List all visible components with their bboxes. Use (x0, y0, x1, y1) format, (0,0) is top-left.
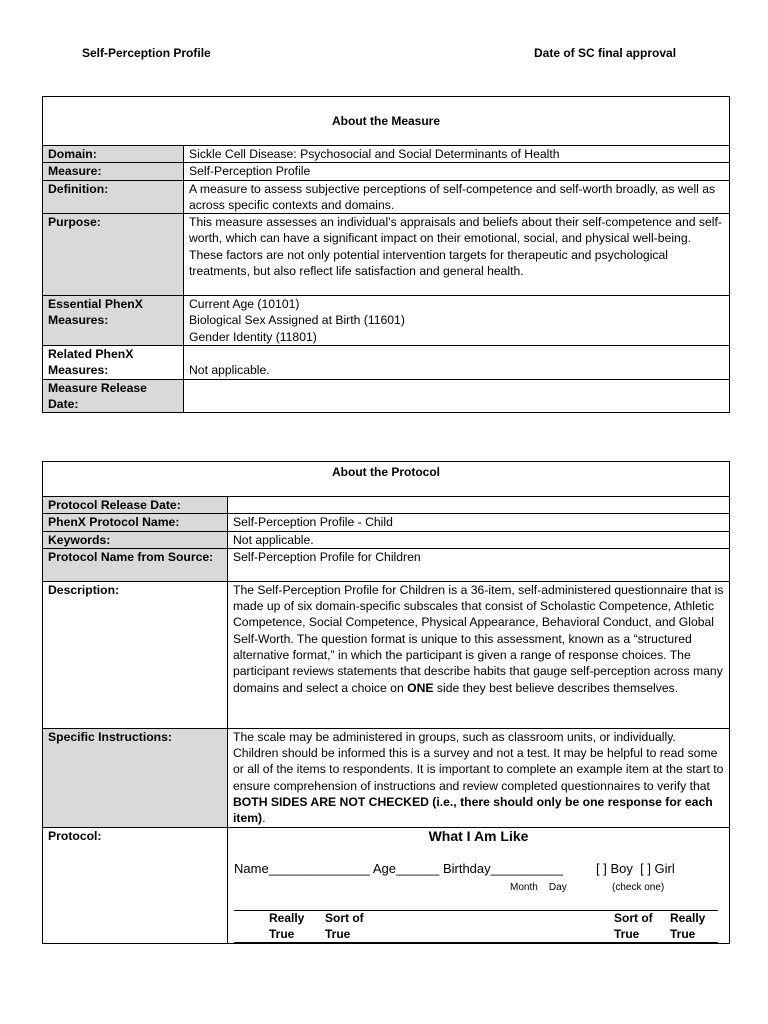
about-protocol-table (42, 461, 730, 944)
form-really-true-left: Really True (269, 910, 305, 941)
protocol-name-value: Self-Perception Profile - Child (228, 514, 730, 531)
form-sex-row (596, 861, 675, 877)
release-date-value (184, 379, 730, 413)
table-row (43, 163, 730, 180)
essential-measure-item: Gender Identity (11801) (189, 329, 317, 344)
form-birthday-label: Birthday (442, 860, 491, 876)
instructions-text: The scale may be administered in groups, such as classroom units, or individually. Children should be informed this is a survey and not a test. It may be helpful to read some or all of the items to respondents. It is important to complete an example item at the start to ensure comprehension of instructions and review completed questionnaires to verify that (233, 729, 724, 793)
form-name-row: Name______________ Age______ Birthday__________ (234, 860, 563, 876)
about-measure-table (42, 96, 730, 413)
protocol-release-date-value (228, 497, 730, 514)
form-title: What I Am Like (428, 827, 529, 844)
form-day-label: Day (548, 881, 567, 893)
form-check-one-hint: (check one) (612, 881, 665, 893)
protocol-form (228, 828, 729, 943)
purpose-label: Purpose: (43, 214, 184, 296)
description-label: Description: (43, 581, 228, 728)
protocol-form-cell (228, 827, 730, 943)
instructions-emphasis: BOTH SIDES ARE NOT CHECKED (i.e., there should only be one response for each item) (233, 795, 713, 826)
table-row (43, 548, 730, 581)
form-really-true-right: Really True (670, 910, 706, 941)
protocol-release-date-label: Protocol Release Date: (43, 497, 228, 514)
essential-measures-label: Essential PhenX Measures: (43, 296, 184, 346)
table-row (43, 346, 730, 380)
instructions-text-end: . (262, 811, 266, 826)
source-name-value: Self-Perception Profile for Children (228, 548, 730, 581)
description-emphasis: ONE (407, 680, 434, 695)
form-girl-checkbox: [ ] Girl (640, 860, 675, 876)
about-measure-title: About the Measure (43, 97, 730, 146)
form-date-hint (510, 880, 567, 896)
description-text: The Self-Perception Profile for Children is a 36-item, self-administered questionnaire that is made up of six domain-specific subscales that consist of Scholastic Competence, Athletic Competence, Social Competence, Physical Appearance, Behavioral Conduct, and Global Self-Worth. The question format is unique to this assessment, known as a “structured alternative format,” in which the participant is given a range of response choices. The participant reviews statements that describe habits that gauge self-perception across many domains and select a choice on (233, 582, 724, 695)
definition-label: Definition: (43, 180, 184, 214)
purpose-value: This measure assesses an individual’s appraisals and beliefs about their self-competence and self-worth, which can have a significant impact on their emotional, social, and physical well-being. These factors are not only potential intervention targets for therapeutic and psychological treatments, but also reflect life satisfaction and general health. (184, 214, 730, 296)
table-row (43, 827, 730, 943)
table-row (43, 180, 730, 214)
table-row (43, 296, 730, 346)
form-boy-checkbox: [ ] Boy (596, 860, 633, 876)
related-measures-label: Related PhenX Measures: (43, 346, 184, 380)
protocol-name-label: PhenX Protocol Name: (43, 514, 228, 531)
measure-label: Measure: (43, 163, 184, 180)
release-date-label: Measure Release Date: (43, 379, 184, 413)
keywords-value: Not applicable. (228, 531, 730, 548)
protocol-label: Protocol: (43, 827, 228, 943)
table-row (43, 581, 730, 728)
table-row (43, 379, 730, 413)
table-row (43, 146, 730, 163)
about-protocol-title: About the Protocol (43, 462, 730, 497)
table-row (43, 514, 730, 531)
table-row (43, 497, 730, 514)
form-month-label: Month (510, 881, 538, 893)
table-row (43, 728, 730, 827)
instructions-label: Specific Instructions: (43, 728, 228, 827)
related-measures-value: Not applicable. (184, 346, 730, 380)
form-name-label: Name (234, 860, 269, 876)
instructions-value (228, 728, 730, 827)
header-document-title: Self-Perception Profile (82, 46, 211, 60)
keywords-label: Keywords: (43, 531, 228, 548)
table-row (43, 214, 730, 296)
form-sort-of-true-left: Sort of True (325, 910, 364, 941)
source-name-label: Protocol Name from Source: (43, 548, 228, 581)
definition-value: A measure to assess subjective perceptions of self-competence and self-worth broadly, as well as across specific contexts and domains. (184, 180, 730, 214)
form-sort-of-true-right: Sort of True (614, 910, 653, 941)
domain-label: Domain: (43, 146, 184, 163)
domain-value: Sickle Cell Disease: Psychosocial and Social Determinants of Health (184, 146, 730, 163)
essential-measure-item: Current Age (10101) (189, 297, 300, 312)
measure-value: Self-Perception Profile (184, 163, 730, 180)
table-row (43, 531, 730, 548)
essential-measures-value (184, 296, 730, 346)
header-approval-date-label: Date of SC final approval (534, 46, 677, 60)
description-value (228, 581, 730, 728)
form-rule-bottom (234, 942, 718, 943)
description-text-end: side they best believe describes themselves. (433, 680, 679, 695)
form-age-label: Age (372, 860, 396, 876)
essential-measure-item: Biological Sex Assigned at Birth (11601) (189, 313, 405, 328)
